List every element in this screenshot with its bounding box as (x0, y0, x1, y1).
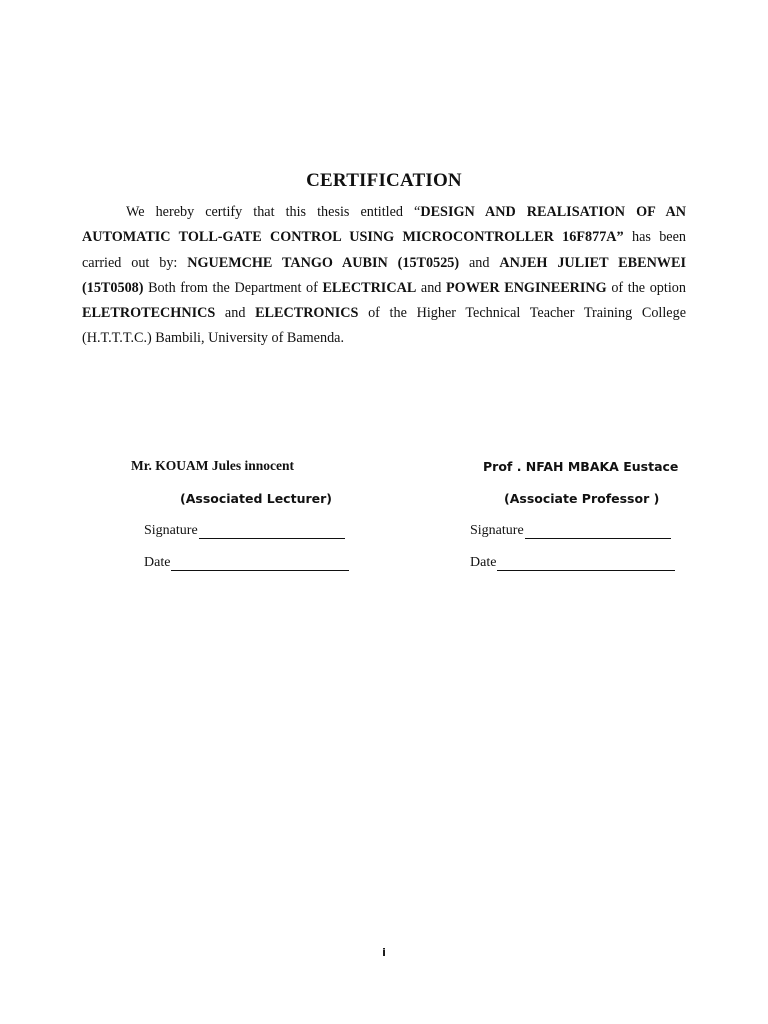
thesis-title: DESIGN AND REALISATION OF AN AUTOMATIC TOLL-GATE CONTROL USING MICROCONTROLLER 16F877A” (82, 204, 686, 246)
certification-paragraph (82, 200, 686, 352)
para-text: has been carried out by: (82, 229, 686, 271)
date-rule (171, 558, 349, 571)
right-date-line (470, 555, 675, 571)
signature-rule (525, 526, 671, 539)
left-signature-line (144, 523, 345, 539)
para-text: We hereby certify that this thesis entitled “ (126, 204, 421, 220)
page-title: CERTIFICATION (306, 170, 462, 191)
left-date-line (144, 555, 349, 571)
para-text: Both from the Department of (143, 279, 323, 296)
option-word-1: ELETROTECHNICS (82, 305, 216, 322)
para-text: and (459, 254, 500, 271)
signature-label: Signature (470, 523, 524, 538)
left-signatory-name: Mr. KOUAM Jules innocent (131, 458, 294, 473)
right-signature-line (470, 523, 671, 539)
option-word-2: ELECTRONICS (255, 305, 359, 322)
right-signatory-role: (Associate Professor ) (504, 491, 660, 506)
department-word-1: ELECTRICAL (322, 279, 417, 296)
author-1: NGUEMCHE TANGO AUBIN (15T0525) (187, 254, 460, 271)
para-text: of the option (606, 279, 686, 296)
department-word-2: POWER ENGINEERING (446, 279, 607, 296)
right-signatory-name: Prof . NFAH MBAKA Eustace (483, 459, 679, 474)
date-label: Date (470, 555, 497, 570)
date-label: Date (144, 555, 171, 570)
author-2: ANJEH JULIET EBENWEI (15T0508) (82, 254, 686, 296)
date-rule (497, 558, 675, 571)
para-text: of the Higher Technical Teacher Training College (H.T.T.T.C.) Bambili, University of Bamenda. (82, 305, 686, 347)
page-number: i (382, 946, 386, 959)
left-signatory-role: (Associated Lecturer) (180, 491, 332, 506)
para-text: and (215, 305, 256, 322)
para-text: and (416, 279, 447, 296)
signature-label: Signature (144, 523, 198, 538)
signature-rule (199, 526, 345, 539)
